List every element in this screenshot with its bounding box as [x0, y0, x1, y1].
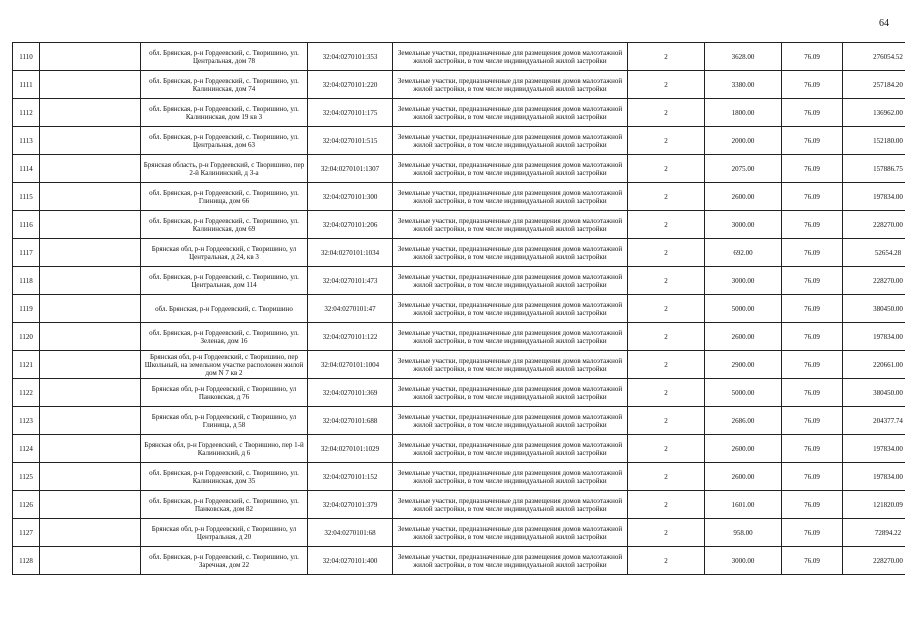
area-cell: 1800.00: [705, 99, 782, 127]
rate-cell: 76.09: [782, 239, 843, 267]
row-number-cell: 1116: [13, 211, 40, 239]
address-cell: Брянская обл, р-н Гордеевский, с Творишино, пер Школьный, на земельном участке расположен жилой дом N 7 кв 2: [141, 351, 308, 379]
blank-cell: [40, 407, 141, 435]
address-cell: обл. Брянская, р-н Гордеевский, с. Творишино, ул. Калининская, дом 35: [141, 463, 308, 491]
area-cell: 2000.00: [705, 127, 782, 155]
blank-cell: [40, 267, 141, 295]
table-row: [13, 127, 905, 155]
row-number-cell: 1122: [13, 379, 40, 407]
blank-cell: [40, 239, 141, 267]
cadastral-number-cell: 32:04:0270101:688: [308, 407, 393, 435]
cadastral-number-cell: 32:04:0270101:1307: [308, 155, 393, 183]
rate-cell: 76.09: [782, 267, 843, 295]
cadastral-value-cell: 197834.00: [843, 183, 905, 211]
table-row: [13, 267, 905, 295]
group-code-cell: 2: [628, 295, 705, 323]
land-category-cell: Земельные участки, предназначенные для размещения домов малоэтажной жилой застройки, в том числе индивидуальной жилой застройки: [393, 267, 628, 295]
row-number-cell: 1127: [13, 519, 40, 547]
address-cell: обл. Брянская, р-н Гордеевский, с. Творишино, ул. Панковская, дом 82: [141, 491, 308, 519]
rate-cell: 76.09: [782, 463, 843, 491]
row-number-cell: 1121: [13, 351, 40, 379]
address-cell: Брянская обл, р-н Гордеевский, с Творишино, ул Центральная, д 24, кв 3: [141, 239, 308, 267]
cadastral-number-cell: 32:04:0270101:515: [308, 127, 393, 155]
rate-cell: 76.09: [782, 155, 843, 183]
group-code-cell: 2: [628, 351, 705, 379]
area-cell: 2075.00: [705, 155, 782, 183]
blank-cell: [40, 43, 141, 71]
land-registry-table: [12, 42, 905, 575]
cadastral-number-cell: 32:04:0270101:220: [308, 71, 393, 99]
address-cell: Брянская обл, р-н Гордеевский, с Творишино, ул Глинища, д 58: [141, 407, 308, 435]
area-cell: 5000.00: [705, 379, 782, 407]
blank-cell: [40, 71, 141, 99]
address-cell: обл. Брянская, р-н Гордеевский, с. Творишино, ул. Заречная, дом 22: [141, 547, 308, 575]
area-cell: 2600.00: [705, 463, 782, 491]
cadastral-value-cell: 52654.28: [843, 239, 905, 267]
row-number-cell: 1110: [13, 43, 40, 71]
area-cell: 2600.00: [705, 183, 782, 211]
table-row: [13, 463, 905, 491]
group-code-cell: 2: [628, 519, 705, 547]
land-category-cell: Земельные участки, предназначенные для размещения домов малоэтажной жилой застройки, в том числе индивидуальной жилой застройки: [393, 43, 628, 71]
blank-cell: [40, 491, 141, 519]
blank-cell: [40, 379, 141, 407]
cadastral-number-cell: 32:04:0270101:68: [308, 519, 393, 547]
group-code-cell: 2: [628, 71, 705, 99]
land-category-cell: Земельные участки, предназначенные для размещения домов малоэтажной жилой застройки, в том числе индивидуальной жилой застройки: [393, 211, 628, 239]
land-category-cell: Земельные участки, предназначенные для размещения домов малоэтажной жилой застройки, в том числе индивидуальной жилой застройки: [393, 295, 628, 323]
rate-cell: 76.09: [782, 379, 843, 407]
group-code-cell: 2: [628, 239, 705, 267]
area-cell: 5000.00: [705, 295, 782, 323]
table-row: [13, 239, 905, 267]
land-category-cell: Земельные участки, предназначенные для размещения домов малоэтажной жилой застройки, в том числе индивидуальной жилой застройки: [393, 183, 628, 211]
registry-table-body: [13, 43, 905, 575]
table-row: [13, 435, 905, 463]
area-cell: 2686.00: [705, 407, 782, 435]
cadastral-value-cell: 228270.00: [843, 547, 905, 575]
land-category-cell: Земельные участки, предназначенные для размещения домов малоэтажной жилой застройки, в том числе индивидуальной жилой застройки: [393, 323, 628, 351]
area-cell: 3000.00: [705, 267, 782, 295]
address-cell: обл. Брянская, р-н Гордеевский, с. Творишино, ул. Центральная, дом 63: [141, 127, 308, 155]
row-number-cell: 1126: [13, 491, 40, 519]
address-cell: обл. Брянская, р-н Гордеевский, с. Творишино, ул. Центральная, дом 78: [141, 43, 308, 71]
cadastral-number-cell: 32:04:0270101:206: [308, 211, 393, 239]
address-cell: обл. Брянская, р-н Гордеевский, с. Творишино, ул. Калининская, дом 74: [141, 71, 308, 99]
table-row: [13, 99, 905, 127]
cadastral-value-cell: 204377.74: [843, 407, 905, 435]
address-cell: обл. Брянская, р-н Гордеевский, с. Творишино, ул. Глинища, дом 66: [141, 183, 308, 211]
blank-cell: [40, 155, 141, 183]
cadastral-number-cell: 32:04:0270101:152: [308, 463, 393, 491]
cadastral-value-cell: 220661.00: [843, 351, 905, 379]
group-code-cell: 2: [628, 491, 705, 519]
cadastral-value-cell: 136962.00: [843, 99, 905, 127]
address-cell: Брянская область, р-н Гордеевский, с Творишино, пер 2-й Калининский, д 3-а: [141, 155, 308, 183]
table-row: [13, 295, 905, 323]
row-number-cell: 1111: [13, 71, 40, 99]
row-number-cell: 1118: [13, 267, 40, 295]
rate-cell: 76.09: [782, 127, 843, 155]
table-row: [13, 43, 905, 71]
cadastral-value-cell: 197834.00: [843, 463, 905, 491]
table-row: [13, 547, 905, 575]
row-number-cell: 1119: [13, 295, 40, 323]
area-cell: 3380.00: [705, 71, 782, 99]
rate-cell: 76.09: [782, 435, 843, 463]
row-number-cell: 1117: [13, 239, 40, 267]
group-code-cell: 2: [628, 183, 705, 211]
cadastral-value-cell: 152180.00: [843, 127, 905, 155]
area-cell: 2600.00: [705, 323, 782, 351]
blank-cell: [40, 99, 141, 127]
address-cell: обл. Брянская, р-н Гордеевский, с. Творишино, ул. Зеленая, дом 16: [141, 323, 308, 351]
rate-cell: 76.09: [782, 547, 843, 575]
group-code-cell: 2: [628, 99, 705, 127]
row-number-cell: 1123: [13, 407, 40, 435]
blank-cell: [40, 351, 141, 379]
cadastral-value-cell: 228270.00: [843, 211, 905, 239]
cadastral-number-cell: 32:04:0270101:369: [308, 379, 393, 407]
group-code-cell: 2: [628, 407, 705, 435]
area-cell: 692.00: [705, 239, 782, 267]
group-code-cell: 2: [628, 323, 705, 351]
land-category-cell: Земельные участки, предназначенные для размещения домов малоэтажной жилой застройки, в том числе индивидуальной жилой застройки: [393, 435, 628, 463]
blank-cell: [40, 435, 141, 463]
rate-cell: 76.09: [782, 183, 843, 211]
blank-cell: [40, 463, 141, 491]
rate-cell: 76.09: [782, 99, 843, 127]
table-row: [13, 351, 905, 379]
rate-cell: 76.09: [782, 323, 843, 351]
area-cell: 2600.00: [705, 435, 782, 463]
group-code-cell: 2: [628, 127, 705, 155]
table-row: [13, 491, 905, 519]
rate-cell: 76.09: [782, 43, 843, 71]
row-number-cell: 1125: [13, 463, 40, 491]
area-cell: 958.00: [705, 519, 782, 547]
table-row: [13, 211, 905, 239]
cadastral-value-cell: 121820.09: [843, 491, 905, 519]
address-cell: обл. Брянская, р-н Гордеевский, с. Творишино, ул. Калининская, дом 69: [141, 211, 308, 239]
cadastral-value-cell: 72894.22: [843, 519, 905, 547]
rate-cell: 76.09: [782, 211, 843, 239]
rate-cell: 76.09: [782, 71, 843, 99]
group-code-cell: 2: [628, 211, 705, 239]
address-cell: Брянская обл, р-н Гордеевский, с Творишино, пер 1-й Калининский, д 6: [141, 435, 308, 463]
row-number-cell: 1112: [13, 99, 40, 127]
table-row: [13, 155, 905, 183]
page-number: 64: [879, 18, 889, 29]
group-code-cell: 2: [628, 267, 705, 295]
group-code-cell: 2: [628, 43, 705, 71]
cadastral-number-cell: 32:04:0270101:353: [308, 43, 393, 71]
address-cell: Брянская обл, р-н Гордеевский, с Творишино, ул Панковская, д 76: [141, 379, 308, 407]
cadastral-value-cell: 157886.75: [843, 155, 905, 183]
blank-cell: [40, 323, 141, 351]
row-number-cell: 1124: [13, 435, 40, 463]
area-cell: 3628.00: [705, 43, 782, 71]
blank-cell: [40, 183, 141, 211]
rate-cell: 76.09: [782, 519, 843, 547]
row-number-cell: 1114: [13, 155, 40, 183]
land-category-cell: Земельные участки, предназначенные для размещения домов малоэтажной жилой застройки, в том числе индивидуальной жилой застройки: [393, 491, 628, 519]
cadastral-number-cell: 32:04:0270101:300: [308, 183, 393, 211]
row-number-cell: 1113: [13, 127, 40, 155]
blank-cell: [40, 295, 141, 323]
rate-cell: 76.09: [782, 295, 843, 323]
blank-cell: [40, 127, 141, 155]
table-row: [13, 379, 905, 407]
land-category-cell: Земельные участки, предназначенные для размещения домов малоэтажной жилой застройки, в том числе индивидуальной жилой застройки: [393, 519, 628, 547]
rate-cell: 76.09: [782, 351, 843, 379]
row-number-cell: 1115: [13, 183, 40, 211]
area-cell: 3000.00: [705, 211, 782, 239]
cadastral-number-cell: 32:04:0270101:400: [308, 547, 393, 575]
land-category-cell: Земельные участки, предназначенные для размещения домов малоэтажной жилой застройки, в том числе индивидуальной жилой застройки: [393, 351, 628, 379]
row-number-cell: 1120: [13, 323, 40, 351]
cadastral-value-cell: 197834.00: [843, 323, 905, 351]
table-row: [13, 519, 905, 547]
land-category-cell: Земельные участки, предназначенные для размещения домов малоэтажной жилой застройки, в том числе индивидуальной жилой застройки: [393, 239, 628, 267]
blank-cell: [40, 211, 141, 239]
cadastral-number-cell: 32:04:0270101:473: [308, 267, 393, 295]
group-code-cell: 2: [628, 155, 705, 183]
address-cell: Брянская обл, р-н Гордеевский, с Творишино, ул Центральная, д 20: [141, 519, 308, 547]
area-cell: 2900.00: [705, 351, 782, 379]
cadastral-number-cell: 32:04:0270101:379: [308, 491, 393, 519]
cadastral-value-cell: 197834.00: [843, 435, 905, 463]
table-row: [13, 71, 905, 99]
rate-cell: 76.09: [782, 407, 843, 435]
blank-cell: [40, 519, 141, 547]
group-code-cell: 2: [628, 547, 705, 575]
table-row: [13, 323, 905, 351]
land-category-cell: Земельные участки, предназначенные для размещения домов малоэтажной жилой застройки, в том числе индивидуальной жилой застройки: [393, 71, 628, 99]
group-code-cell: 2: [628, 463, 705, 491]
land-category-cell: Земельные участки, предназначенные для размещения домов малоэтажной жилой застройки, в том числе индивидуальной жилой застройки: [393, 127, 628, 155]
cadastral-number-cell: 32:04:0270101:47: [308, 295, 393, 323]
cadastral-number-cell: 32:04:0270101:175: [308, 99, 393, 127]
cadastral-value-cell: 380450.00: [843, 295, 905, 323]
cadastral-value-cell: 380450.00: [843, 379, 905, 407]
cadastral-value-cell: 276054.52: [843, 43, 905, 71]
blank-cell: [40, 547, 141, 575]
cadastral-number-cell: 32:04:0270101:1029: [308, 435, 393, 463]
land-category-cell: Земельные участки, предназначенные для размещения домов малоэтажной жилой застройки, в том числе индивидуальной жилой застройки: [393, 155, 628, 183]
cadastral-number-cell: 32:04:0270101:1004: [308, 351, 393, 379]
area-cell: 1601.00: [705, 491, 782, 519]
address-cell: обл. Брянская, р-н Гордеевский, с. Творишино: [141, 295, 308, 323]
table-row: [13, 407, 905, 435]
table-row: [13, 183, 905, 211]
group-code-cell: 2: [628, 435, 705, 463]
land-category-cell: Земельные участки, предназначенные для размещения домов малоэтажной жилой застройки, в том числе индивидуальной жилой застройки: [393, 463, 628, 491]
land-category-cell: Земельные участки, предназначенные для размещения домов малоэтажной жилой застройки, в том числе индивидуальной жилой застройки: [393, 547, 628, 575]
group-code-cell: 2: [628, 379, 705, 407]
land-category-cell: Земельные участки, предназначенные для размещения домов малоэтажной жилой застройки, в том числе индивидуальной жилой застройки: [393, 99, 628, 127]
land-category-cell: Земельные участки, предназначенные для размещения домов малоэтажной жилой застройки, в том числе индивидуальной жилой застройки: [393, 379, 628, 407]
area-cell: 3000.00: [705, 547, 782, 575]
row-number-cell: 1128: [13, 547, 40, 575]
land-category-cell: Земельные участки, предназначенные для размещения домов малоэтажной жилой застройки, в том числе индивидуальной жилой застройки: [393, 407, 628, 435]
cadastral-value-cell: 228270.00: [843, 267, 905, 295]
address-cell: обл. Брянская, р-н Гордеевский, с. Творишино, ул. Центральная, дом 114: [141, 267, 308, 295]
address-cell: обл. Брянская, р-н Гордеевский, с. Творишино, ул. Калининская, дом 19 кв 3: [141, 99, 308, 127]
rate-cell: 76.09: [782, 491, 843, 519]
cadastral-number-cell: 32:04:0270101:1034: [308, 239, 393, 267]
cadastral-value-cell: 257184.20: [843, 71, 905, 99]
cadastral-number-cell: 32:04:0270101:122: [308, 323, 393, 351]
